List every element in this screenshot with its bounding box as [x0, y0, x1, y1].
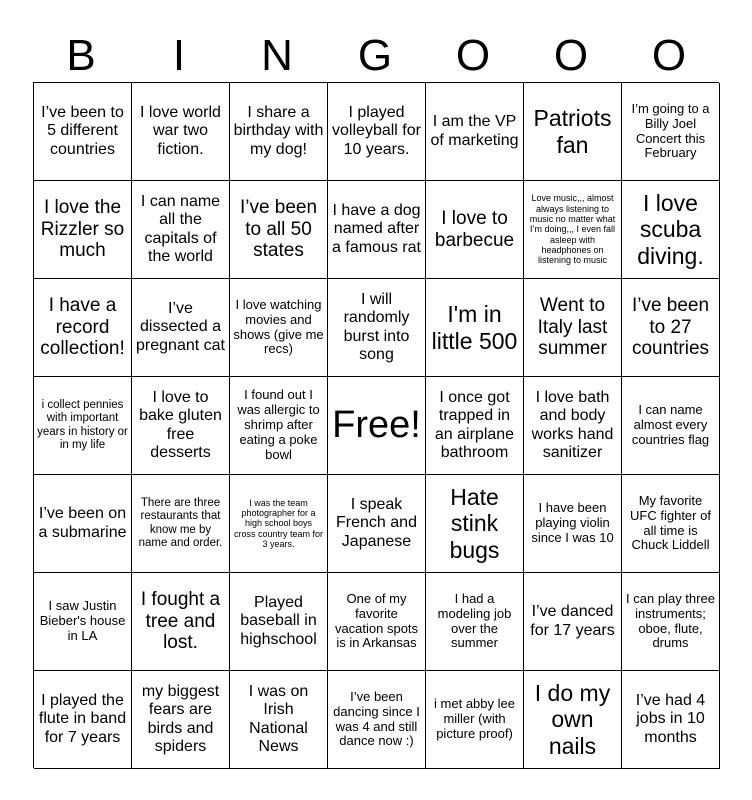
bingo-cell[interactable]: I played the flute in band for 7 years — [34, 671, 132, 769]
header-letter: B — [66, 31, 98, 80]
bingo-cell[interactable]: There are three restaurants that know me by name and order. — [132, 475, 230, 573]
header-letter: N — [261, 31, 295, 80]
bingo-cell[interactable]: I speak French and Japanese — [328, 475, 426, 573]
header-letter: I — [172, 31, 188, 80]
bingo-cell[interactable]: I’ve had 4 jobs in 10 months — [622, 671, 720, 769]
bingo-cell[interactable]: I can name all the capitals of the world — [132, 181, 230, 279]
bingo-cell[interactable]: I will randomly burst into song — [328, 279, 426, 377]
bingo-cell[interactable]: I love scuba diving. — [622, 181, 720, 279]
bingo-cell[interactable]: One of my favorite vacation spots is in Arkansas — [328, 573, 426, 671]
bingo-cell[interactable]: My favorite UFC fighter of all time is Chuck Liddell — [622, 475, 720, 573]
bingo-cell[interactable]: Played baseball in highschool — [230, 573, 328, 671]
bingo-cell[interactable]: I’ve been to 5 different countries — [34, 83, 132, 181]
bingo-cell[interactable]: I have a record collection! — [34, 279, 132, 377]
bingo-cell[interactable]: I’ve been to 27 countries — [622, 279, 720, 377]
header-letter: G — [357, 31, 395, 80]
bingo-cell[interactable]: I’ve been to all 50 states — [230, 181, 328, 279]
header-letter: O — [553, 31, 591, 80]
bingo-cell[interactable]: i collect pennies with important years in history or in my life — [34, 377, 132, 475]
bingo-cell[interactable]: I played volleyball for 10 years. — [328, 83, 426, 181]
bingo-cell[interactable]: Patriots fan — [524, 83, 622, 181]
bingo-cell[interactable]: I have a dog named after a famous rat — [328, 181, 426, 279]
bingo-cell[interactable]: I can play three instruments; oboe, flute, drums — [622, 573, 720, 671]
bingo-cell[interactable]: I had a modeling job over the summer — [426, 573, 524, 671]
header-letter: O — [651, 31, 689, 80]
bingo-cell[interactable]: I have been playing violin since I was 10 — [524, 475, 622, 573]
bingo-cell[interactable]: I found out I was allergic to shrimp after eating a poke bowl — [230, 377, 328, 475]
bingo-cell[interactable]: I’ve been on a submarine — [34, 475, 132, 573]
bingo-cell[interactable]: I once got trapped in an airplane bathroom — [426, 377, 524, 475]
bingo-cell[interactable]: I love world war two fiction. — [132, 83, 230, 181]
bingo-cell[interactable]: I love to barbecue — [426, 181, 524, 279]
bingo-board — [33, 82, 719, 768]
bingo-cell[interactable]: I do my own nails — [524, 671, 622, 769]
bingo-cell[interactable]: Hate stink bugs — [426, 475, 524, 573]
bingo-cell[interactable]: I love the Rizzler so much — [34, 181, 132, 279]
bingo-cell[interactable]: i met abby lee miller (with picture proof) — [426, 671, 524, 769]
bingo-cell[interactable]: I share a birthday with my dog! — [230, 83, 328, 181]
bingo-cell[interactable]: I love to bake gluten free desserts — [132, 377, 230, 475]
bingo-cell[interactable]: I love bath and body works hand sanitizer — [524, 377, 622, 475]
bingo-cell[interactable]: I’m going to a Billy Joel Concert this February — [622, 83, 720, 181]
bingo-cell[interactable]: I am the VP of marketing — [426, 83, 524, 181]
bingo-cell[interactable]: I love watching movies and shows (give me recs) — [230, 279, 328, 377]
bingo-cell[interactable]: I was the team photographer for a high school boys cross country team for 3 years. — [230, 475, 328, 573]
bingo-header — [33, 26, 719, 86]
bingo-cell[interactable]: I’ve dissected a pregnant cat — [132, 279, 230, 377]
free-space-cell[interactable]: Free! — [328, 377, 426, 475]
bingo-cell[interactable]: I saw Justin Bieber's house in LA — [34, 573, 132, 671]
bingo-cell[interactable]: I fought a tree and lost. — [132, 573, 230, 671]
bingo-cell[interactable]: I can name almost every countries flag — [622, 377, 720, 475]
bingo-cell[interactable]: I was on Irish National News — [230, 671, 328, 769]
bingo-cell[interactable]: I’ve danced for 17 years — [524, 573, 622, 671]
bingo-cell[interactable]: I’ve been dancing since I was 4 and still dance now :) — [328, 671, 426, 769]
header-letter: O — [455, 31, 493, 80]
bingo-cell[interactable]: Went to Italy last summer — [524, 279, 622, 377]
bingo-cell[interactable]: my biggest fears are birds and spiders — [132, 671, 230, 769]
bingo-cell[interactable]: Love music,,, almost always listening to music no matter what I’m doing,,, I even fall asleep with headphones on listening to music — [524, 181, 622, 279]
bingo-cell[interactable]: I'm in little 500 — [426, 279, 524, 377]
